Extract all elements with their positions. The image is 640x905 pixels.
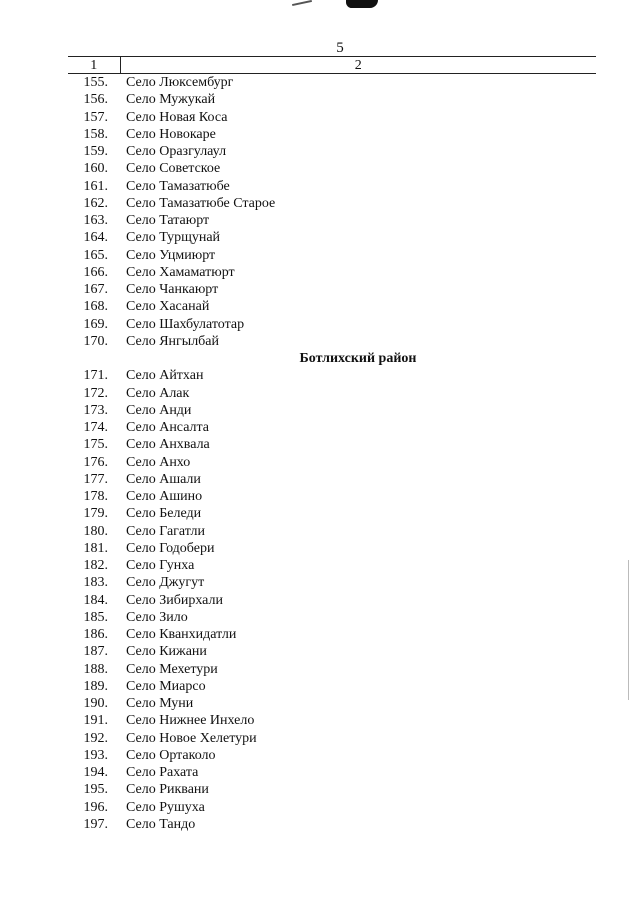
row-number: 157. [83, 109, 108, 125]
settlement-name: Село Муни [126, 696, 194, 712]
row-number: 170. [83, 333, 108, 349]
settlement-name: Село Гунха [126, 558, 195, 574]
table-row [68, 91, 596, 108]
settlement-name: Село Хамаматюрт [126, 264, 235, 280]
settlements-table [68, 56, 596, 833]
table-row [68, 281, 596, 298]
row-number: 168. [83, 299, 108, 315]
row-number: 162. [83, 195, 108, 211]
row-number: 167. [83, 282, 108, 298]
settlement-name: Село Мужукай [126, 92, 216, 108]
row-number: 158. [83, 126, 108, 142]
settlement-name: Село Анди [126, 402, 192, 418]
table-row [68, 436, 596, 453]
table-row [68, 557, 596, 574]
column-header-number: 1 [68, 57, 120, 74]
settlement-name: Село Зило [126, 609, 188, 625]
settlement-name: Село Рушуха [126, 799, 205, 815]
section-title: Ботлихский район [299, 351, 417, 367]
row-number: 195. [83, 782, 108, 798]
settlement-name: Село Тамазатюбе [126, 178, 230, 194]
table-row [68, 505, 596, 522]
table-row [68, 454, 596, 471]
table-row [68, 540, 596, 557]
row-number: 171. [83, 368, 108, 384]
table-row [68, 764, 596, 781]
settlement-name: Село Кижани [126, 644, 207, 660]
settlement-name: Село Хасанай [126, 299, 210, 315]
row-number: 165. [83, 247, 108, 263]
settlement-name: Село Ансалта [126, 420, 210, 436]
table-row [68, 109, 596, 126]
table-row [68, 74, 596, 92]
table-row [68, 574, 596, 591]
row-number: 188. [83, 661, 108, 677]
row-number: 189. [83, 678, 108, 694]
settlement-name: Село Тамазатюбе Старое [126, 195, 276, 211]
row-number: 159. [83, 144, 108, 160]
row-number: 194. [83, 765, 108, 781]
settlement-name: Село Годобери [126, 540, 215, 556]
settlement-name: Село Чанкаюрт [126, 282, 219, 298]
row-number: 179. [83, 506, 108, 522]
table-row [68, 695, 596, 712]
table-header-row [68, 57, 596, 74]
row-number: 166. [83, 264, 108, 280]
settlement-name: Село Советское [126, 161, 221, 177]
settlement-name: Село Татаюрт [126, 213, 210, 229]
table-row [68, 781, 596, 798]
settlement-name: Село Риквани [126, 782, 209, 798]
table-row [68, 661, 596, 678]
table-row [68, 626, 596, 643]
settlement-name: Село Ортаколо [126, 747, 216, 763]
row-number: 176. [83, 454, 108, 470]
table-row [68, 523, 596, 540]
row-number: 192. [83, 730, 108, 746]
scan-artifact [346, 0, 378, 8]
settlement-name: Село Анхо [126, 454, 191, 470]
settlement-name: Село Уцмиюрт [126, 247, 216, 263]
row-number: 183. [83, 575, 108, 591]
table-row [68, 298, 596, 315]
row-number: 178. [83, 489, 108, 505]
settlement-name: Село Нижнее Инхело [126, 713, 255, 729]
row-number: 185. [83, 609, 108, 625]
scan-artifact [628, 560, 629, 700]
row-number: 163. [83, 213, 108, 229]
row-number: 191. [83, 713, 108, 729]
settlement-name: Село Рахата [126, 765, 199, 781]
settlement-name: Село Кванхидатли [126, 627, 237, 643]
row-number: 187. [83, 644, 108, 660]
settlement-name: Село Турщунай [126, 230, 221, 246]
table-row [68, 195, 596, 212]
row-number: 190. [83, 696, 108, 712]
settlement-name: Село Янгылбай [126, 333, 220, 349]
settlement-name: Село Алак [126, 385, 190, 401]
row-number: 174. [83, 420, 108, 436]
table-row [68, 385, 596, 402]
row-number: 156. [83, 92, 108, 108]
table-row [68, 747, 596, 764]
table-row [68, 126, 596, 143]
table-row [68, 367, 596, 384]
settlement-name: Село Зибирхали [126, 592, 223, 608]
settlement-name: Село Шахбулатотар [126, 316, 245, 332]
settlement-name: Село Новая Коса [126, 109, 228, 125]
settlement-name: Село Тандо [126, 816, 196, 832]
table-row [68, 816, 596, 833]
table-row [68, 678, 596, 695]
column-header-name: 2 [120, 57, 596, 74]
row-number: 164. [83, 230, 108, 246]
row-number: 184. [83, 592, 108, 608]
scan-artifact [292, 0, 312, 6]
table-row [68, 247, 596, 264]
table-section [68, 350, 596, 367]
settlement-name: Село Айтхан [126, 368, 204, 384]
table-row [68, 609, 596, 626]
settlement-name: Село Беледи [126, 506, 202, 522]
settlement-name: Село Джугут [126, 575, 205, 591]
row-number: 193. [83, 747, 108, 763]
table-row [68, 212, 596, 229]
table-row [68, 419, 596, 436]
settlement-name: Село Мехетури [126, 661, 218, 677]
table-row [68, 730, 596, 747]
table-row [68, 264, 596, 281]
row-number: 180. [83, 523, 108, 539]
row-number: 172. [83, 385, 108, 401]
row-number: 177. [83, 471, 108, 487]
table-row [68, 592, 596, 609]
row-number: 169. [83, 316, 108, 332]
table-row [68, 160, 596, 177]
table-row [68, 799, 596, 816]
settlement-name: Село Анхвала [126, 437, 210, 453]
section-row [68, 350, 596, 367]
settlement-name: Село Новое Хелетури [126, 730, 257, 746]
table-row [68, 643, 596, 660]
table-row [68, 316, 596, 333]
row-number: 160. [83, 161, 108, 177]
row-number: 173. [83, 402, 108, 418]
table-row [68, 471, 596, 488]
row-number: 155. [83, 75, 108, 91]
table-row [68, 178, 596, 195]
table-row [68, 712, 596, 729]
settlement-name: Село Ашали [126, 471, 201, 487]
row-number: 186. [83, 627, 108, 643]
row-number: 175. [83, 437, 108, 453]
row-number: 161. [83, 178, 108, 194]
table-row [68, 333, 596, 350]
settlement-name: Село Ашино [126, 489, 203, 505]
settlement-name: Село Оразгулаул [126, 144, 227, 160]
table-row [68, 143, 596, 160]
table-body-part1 [68, 74, 596, 351]
settlement-name: Село Новокаре [126, 126, 216, 142]
row-number: 196. [83, 799, 108, 815]
table-row [68, 402, 596, 419]
row-number: 182. [83, 558, 108, 574]
settlement-name: Село Гагатли [126, 523, 206, 539]
row-number: 197. [83, 816, 108, 832]
table-row [68, 229, 596, 246]
page-number: 5 [336, 40, 344, 56]
table-body-part2 [68, 367, 596, 833]
table-row [68, 488, 596, 505]
settlement-name: Село Люксембург [126, 75, 234, 91]
row-number: 181. [83, 540, 108, 556]
settlement-name: Село Миарсо [126, 678, 206, 694]
